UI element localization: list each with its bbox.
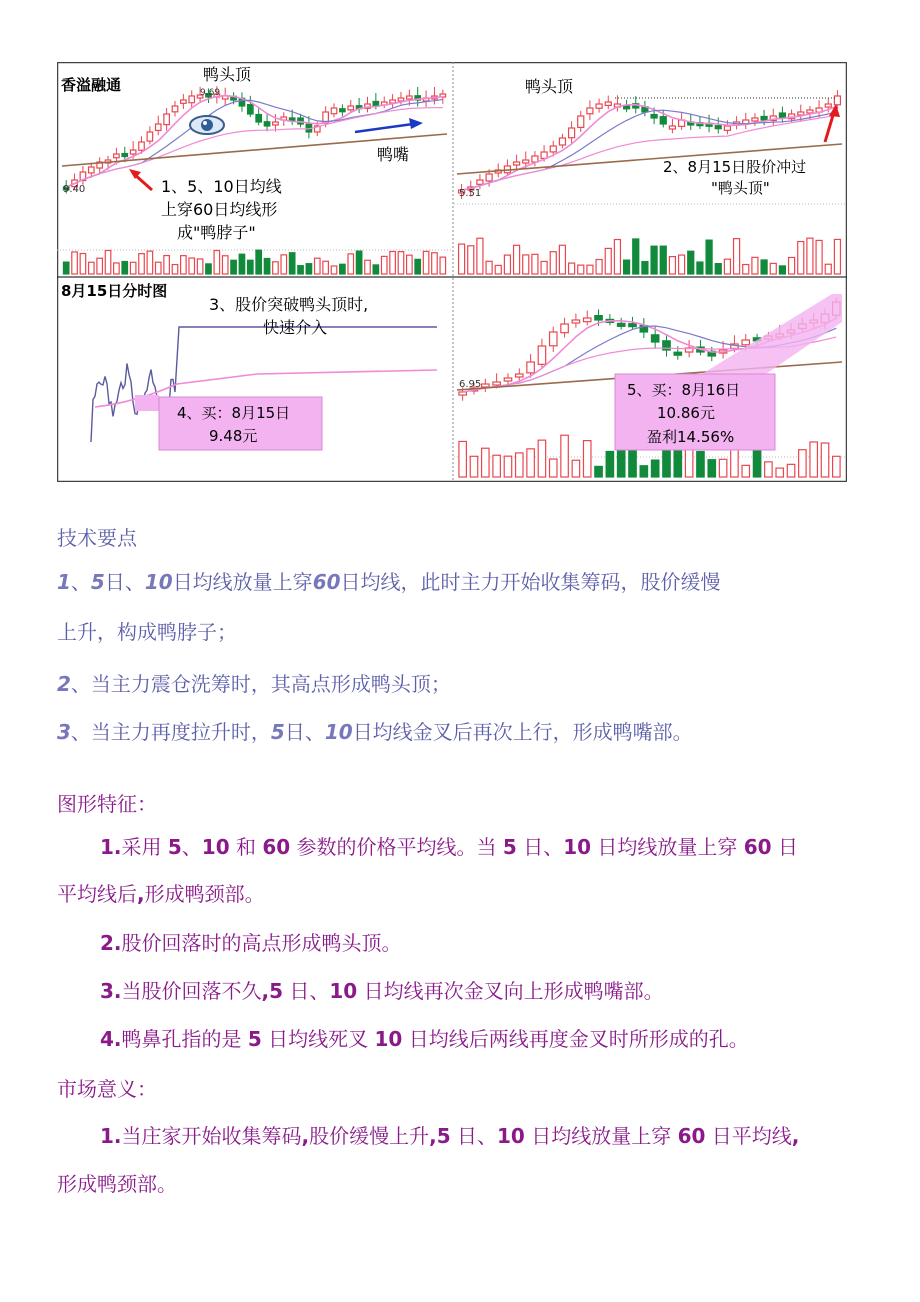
panel4-candle [583, 318, 590, 322]
panel1-volume-bar [432, 253, 438, 274]
panel1-volume-bar [89, 262, 95, 274]
panel2-volume-bar [624, 260, 630, 274]
panel2-volume-bar [532, 254, 538, 274]
panel4-volume-bar [561, 435, 568, 477]
panel1-volume-bar [114, 263, 120, 274]
panel4-volume-bar [685, 446, 692, 477]
panel3-title: 8月15日分时图 [61, 282, 168, 300]
panel2-volume-bar [633, 239, 639, 274]
tech-line-3: 2、当主力震仓洗筹时，其高点形成鸭头顶； [57, 672, 451, 696]
panel2-volume-bar [596, 260, 602, 274]
panel1-volume-bar [105, 250, 111, 274]
panel2-volume-bar [504, 255, 510, 274]
panel4-candle [674, 352, 681, 355]
duck-head-chart-figure [57, 62, 847, 482]
panel2-volume-bar [779, 266, 785, 274]
panel2-candle [651, 115, 657, 118]
panel4-volume-bar [516, 453, 523, 477]
panel2-volume-bar [669, 257, 675, 274]
panel2-volume-bar [688, 251, 694, 274]
panel1-candle [390, 100, 396, 103]
panel2-candle [514, 162, 520, 165]
panel1-volume-bar [189, 258, 195, 274]
panel4-volume-bar [493, 455, 500, 477]
panel1-candle [398, 98, 404, 101]
panel1-volume-bar [172, 265, 178, 274]
panel1-volume-bar [130, 262, 136, 274]
panel2-candle [596, 104, 602, 108]
panel2-volume-bar [752, 257, 758, 274]
panel1-volume-bar [415, 259, 421, 274]
panel4-candle [538, 346, 545, 364]
panel2-volume-bar [724, 259, 730, 274]
panel4-volume-bar [583, 441, 590, 477]
panel3-note-2: 快速介入 [263, 318, 328, 337]
panel2-volume-bar [486, 261, 492, 274]
panel1-volume-bar [373, 265, 379, 274]
panel1-candle [248, 105, 254, 114]
panel1-volume-bar [381, 256, 387, 274]
feature-item-3: 3.当股价回落不久,5 日、10 日均线再次金叉向上形成鸭嘴部。 [100, 979, 664, 1003]
panel2-candle [807, 110, 813, 113]
panel1-volume-bar [398, 252, 404, 274]
panel4-volume-bar [572, 460, 579, 477]
panel1-candle [264, 122, 270, 126]
panel2-candle [752, 118, 758, 121]
panel4-volume-bar [550, 459, 557, 477]
panel1-volume-bar [340, 264, 346, 274]
panel2-candle [486, 174, 492, 181]
panel1-mouth-label: 鸭嘴 [377, 145, 410, 164]
panel2-volume-bar [651, 246, 657, 274]
panel1-candle [155, 124, 161, 130]
panel1-candle [331, 108, 337, 114]
panel2-candle [559, 138, 565, 145]
panel4-candle [550, 332, 557, 346]
panel2-volume-bar [660, 246, 666, 274]
panel1-candle [256, 115, 262, 122]
panel2-volume-bar [679, 255, 685, 274]
panel1-volume-bar [214, 251, 220, 274]
panel1-volume-bar [356, 251, 362, 274]
panel2-volume-bar [789, 257, 795, 274]
panel2-volume-bar [642, 262, 648, 274]
panel1-volume-bar [239, 254, 245, 274]
panel2-head-label: 鸭头顶 [525, 77, 574, 96]
panel2-volume-bar [816, 240, 822, 274]
features-heading: 图形特征： [57, 792, 157, 816]
tech-line-4: 3、当主力再度拉升时，5日、10日均线金叉后再次上行，形成鸭嘴部。 [57, 720, 693, 744]
panel4-volume-bar [617, 450, 624, 477]
panel1-volume-bar [264, 258, 270, 274]
panel2-candle [834, 96, 840, 105]
panel1-volume-bar [80, 253, 86, 274]
panel1-volume-bar [256, 250, 262, 274]
panel3-note-1: 3、股价突破鸭头顶时, [209, 295, 369, 314]
panel4-volume-bar [708, 460, 715, 477]
panel2-volume-bar [459, 244, 465, 274]
panel4-candle [651, 335, 658, 342]
panel1-volume-bar [331, 266, 337, 274]
panel2-volume-bar [578, 265, 584, 274]
panel4-volume-bar [787, 464, 794, 477]
panel1-volume-bar [289, 253, 295, 274]
panel1-volume-bar [197, 259, 203, 274]
panel2-candle [550, 146, 556, 152]
panel2-volume-bar [715, 264, 721, 274]
panel2-candle [779, 113, 785, 118]
panel4-volume-bar [765, 462, 772, 477]
panel4-buy-line-1: 5、买：8月16日 [627, 381, 741, 399]
panel1-candle [273, 122, 279, 125]
panel2-volume-bar [798, 242, 804, 274]
feature-item-1: 1.采用 5、10 和 60 参数的价格平均线。当 5 日、10 日均线放量上穿 60 日 [100, 835, 798, 859]
panel1-volume-bar [72, 252, 78, 274]
panel1-volume-bar [206, 264, 212, 274]
panel2-volume-bar [761, 260, 767, 274]
panel1-candle [139, 142, 145, 150]
panel2-volume-bar [614, 240, 620, 274]
panel2-volume-bar [734, 239, 740, 274]
panel2-candle [477, 180, 483, 184]
panel4-candle [561, 324, 568, 333]
market-heading: 市场意义： [57, 1077, 157, 1101]
panel2-candle [669, 126, 675, 129]
panel1-candle [147, 132, 153, 141]
panel2-candle [578, 116, 584, 127]
panel4-volume-bar [799, 450, 806, 477]
panel2-candle [532, 156, 538, 162]
panel1-head-label: 鸭头顶 [203, 65, 252, 84]
feature-item-1-cont: 平均线后,形成鸭颈部。 [57, 882, 265, 906]
panel2-volume-bar [834, 239, 840, 274]
panel4-price-tick: 6.95 [459, 379, 482, 390]
panel4-volume-bar [459, 441, 466, 477]
panel1-volume-bar [181, 256, 187, 274]
panel1-candle [164, 114, 170, 125]
panel1-candle [407, 96, 413, 99]
panel1-volume-bar [164, 256, 170, 274]
panel4-candle [617, 323, 624, 326]
panel3-buy-line-2: 9.48元 [209, 427, 258, 445]
panel1-volume-bar [222, 256, 228, 274]
panel4-volume-bar [606, 451, 613, 477]
panel1-candle [122, 154, 128, 157]
feature-item-4: 4.鸭鼻孔指的是 5 日均线死叉 10 日均线后两线再度金叉时所形成的孔。 [100, 1027, 749, 1051]
panel2-candle [587, 108, 593, 114]
panel4-volume-bar [504, 456, 511, 477]
panel2-candle [825, 104, 831, 107]
panel1-volume-bar [139, 254, 145, 274]
panel2-volume-bar [770, 263, 776, 274]
tech-line-2: 上升，构成鸭脖子； [57, 620, 237, 644]
panel1-candle [181, 100, 187, 103]
panel2-volume-bar [605, 248, 611, 274]
panel1-top-tick: 9.69 [200, 88, 221, 98]
panel1-volume-bar [231, 260, 237, 274]
panel2-candle [605, 102, 611, 105]
panel2-note-1: 2、8月15日股价冲过 [663, 158, 807, 176]
panel3-highlight [135, 395, 159, 411]
panel1-volume-bar [306, 264, 312, 274]
panel2-volume-bar [523, 255, 529, 274]
panel1-note-1: 1、5、10日均线 [161, 177, 282, 196]
panel2-candle [761, 116, 767, 120]
panel1-volume-bar [273, 262, 279, 274]
panel2-volume-bar [468, 246, 474, 274]
panel4-candle [572, 320, 579, 323]
panel1-candle [114, 154, 120, 158]
panel2-volume-bar [706, 240, 712, 274]
panel2-volume-bar [550, 252, 556, 274]
panel2-volume-bar [825, 264, 831, 274]
panel4-volume-bar [482, 448, 489, 477]
panel2-candle [569, 128, 575, 138]
panel4-volume-bar [833, 456, 840, 477]
eye-icon [190, 116, 224, 134]
panel2-volume-bar [697, 262, 703, 274]
panel2-volume-bar [495, 265, 501, 274]
panel4-candle [516, 374, 523, 377]
panel4-candle [482, 384, 489, 387]
panel4-candle [595, 316, 602, 320]
panel2-price-tick: 5.51 [459, 188, 482, 199]
panel2-volume-bar [541, 261, 547, 274]
panel4-volume-bar [595, 466, 602, 477]
panel1-volume-bar [440, 257, 446, 274]
panel2-volume-bar [807, 238, 813, 274]
panel1-volume-bar [348, 254, 354, 274]
panel1-volume-bar [365, 260, 371, 274]
panel1-price-tick: 9.40 [63, 184, 86, 195]
panel2-volume-bar [569, 263, 575, 274]
panel1-volume-bar [407, 255, 413, 274]
panel1-candle [340, 109, 346, 112]
panel4-volume-bar [821, 443, 828, 477]
panel1-title: 香溢融通 [61, 76, 122, 94]
panel4-volume-bar [538, 440, 545, 477]
panel4-volume-bar [470, 456, 477, 477]
panel2-candle [624, 106, 630, 109]
panel4-buy-line-3: 盈利14.56% [647, 428, 735, 446]
panel1-candle [373, 101, 379, 106]
panel4-candle [629, 324, 636, 327]
panel2-volume-bar [743, 265, 749, 274]
panel4-volume-bar [810, 442, 817, 477]
panel4-volume-bar [697, 452, 704, 477]
panel1-volume-bar [63, 262, 69, 274]
panel1-volume-bar [315, 258, 321, 274]
panel1-volume-bar [323, 261, 329, 274]
panel1-candle [89, 167, 95, 173]
feature-item-2: 2.股价回落时的高点形成鸭头顶。 [100, 931, 402, 955]
panel2-candle [724, 126, 730, 130]
panel2-volume-bar [559, 245, 565, 274]
panel4-volume-bar [640, 466, 647, 477]
panel4-candle [527, 362, 534, 373]
panel1-candle [189, 96, 195, 103]
panel4-volume-bar [651, 460, 658, 477]
panel4-buy-line-2: 10.86元 [657, 404, 715, 422]
panel1-volume-bar [423, 251, 429, 274]
panel4-candle [742, 340, 749, 345]
panel2-volume-bar [587, 265, 593, 274]
panel1-candle [130, 150, 136, 154]
market-item-1: 1.当庄家开始收集筹码,股价缓慢上升,5 日、10 日均线放量上穿 60 日平均线, [100, 1124, 800, 1148]
panel1-volume-bar [122, 262, 128, 274]
panel1-volume-bar [97, 258, 103, 274]
panel1-volume-bar [147, 251, 153, 274]
panel4-candle [504, 378, 511, 381]
panel1-volume-bar [155, 262, 161, 274]
panel1-volume-bar [390, 252, 396, 274]
panel1-note-3: 成"鸭脖子" [177, 223, 256, 242]
panel4-volume-bar [776, 468, 783, 477]
panel3-buy-line-1: 4、买：8月15日 [177, 404, 291, 422]
panel1-candle [348, 106, 354, 110]
tech-line-1: 1、5日、10日均线放量上穿60日均线，此时主力开始收集筹码，股价缓慢 [57, 570, 721, 594]
panel1-note-2: 上穿60日均线形 [161, 200, 278, 219]
panel1-candle [172, 106, 178, 112]
panel4-candle [493, 382, 500, 385]
panel1-volume-bar [281, 255, 287, 274]
panel2-candle [798, 112, 804, 115]
panel4-candle [459, 392, 466, 395]
panel2-candle [715, 126, 721, 129]
panel2-volume-bar [477, 238, 483, 274]
panel2-note-2: "鸭头顶" [711, 179, 770, 197]
panel2-candle [660, 117, 666, 124]
panel4-volume-bar [719, 459, 726, 477]
tech-heading: 技术要点 [57, 526, 137, 550]
panel4-volume-bar [742, 465, 749, 477]
panel1-volume-bar [298, 266, 304, 274]
panel2-volume-bar [514, 245, 520, 274]
panel2-candle [523, 160, 529, 163]
panel1-volume-bar [248, 260, 254, 274]
panel4-volume-bar [527, 449, 534, 477]
market-item-1-cont: 形成鸭颈部。 [57, 1172, 177, 1196]
